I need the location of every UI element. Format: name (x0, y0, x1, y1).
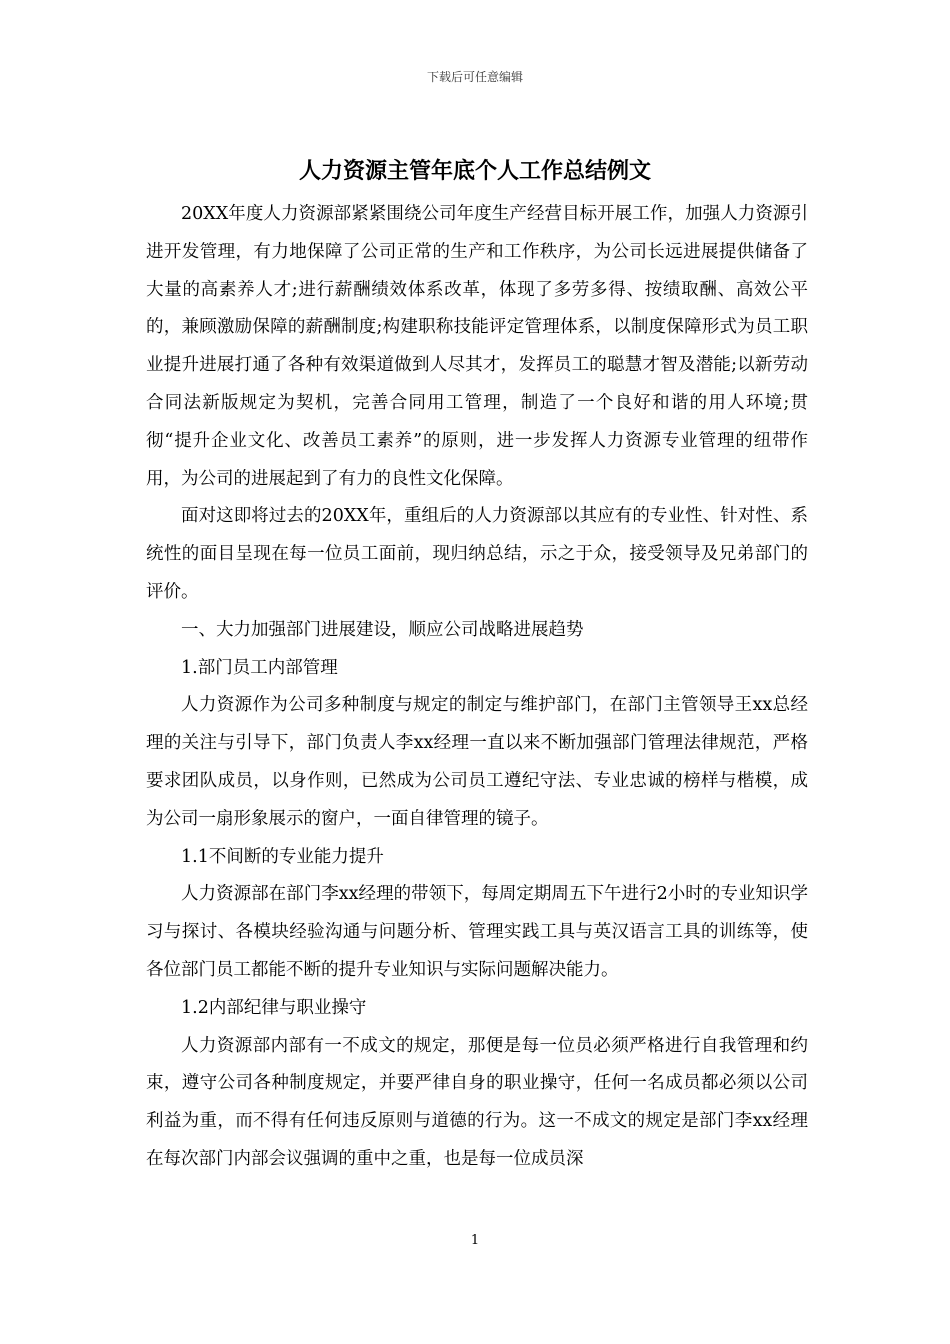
section-heading-1: 一、大力加强部门进展建设，顺应公司战略进展趋势 (181, 619, 584, 640)
header-note: 下载后可任意编辑 (426, 70, 523, 84)
subsection-heading-1-1-2: 1.2内部纪律与职业操守 (181, 997, 367, 1018)
subsection-heading-1-1: 1.部门员工内部管理 (181, 657, 338, 678)
page-number: 1 (470, 1233, 480, 1248)
paragraph-capability: 人力资源部在部门李xx经理的带领下，每周定期周五下午进行2小时的专业知识学习与探讨、各模块经验沟通与问题分析、管理实践工具与英汉语言工具的训练等，使各位部门员工都能不断的提升专业知识与实际问题解决能力。 (146, 884, 808, 980)
subsection-heading-1-1-1: 1.1不间断的专业能力提升 (181, 846, 384, 867)
paragraph-discipline: 人力资源部内部有一不成文的规定，那便是每一位员必须严格进行自我管理和约束，遵守公司各种制度规定，并要严律自身的职业操守，任何一名成员都必须以公司利益为重，而不得有任何违反原则与道德的行为。这一不成文的规定是部门李xx经理在每次部门内部会议强调的重中之重，也是每一位成员深 (146, 1035, 808, 1169)
paragraph-review: 面对这即将过去的20XX年，重组后的人力资源部以其应有的专业性、针对性、系统性的面目呈现在每一位员工面前，现归纳总结，示之于众，接受领导及兄弟部门的评价。 (146, 506, 808, 602)
paragraph-intro: 20XX年度人力资源部紧紧围绕公司年度生产经营目标开展工作，加强人力资源引进开发管理，有力地保障了公司正常的生产和工作秩序，为公司长远进展提供储备了大量的高素养人才;进行薪酬绩效体系改革，体现了多劳多得、按绩取酬、高效公平的，兼顾激励保障的薪酬制度;构建职称技能评定管理体系，以制度保障形式为员工职业提升进展打通了各种有效渠道做到人尽其才，发挥员工的聪慧才智及潜能;以新劳动合同法新版规定为契机，完善合同用工管理，制造了一个良好和谐的用人环境;贯彻“提升企业文化、改善员工素养”的原则，进一步发挥人力资源专业管理的纽带作用，为公司的进展起到了有力的良性文化保障。 (146, 204, 808, 489)
document-body (146, 196, 808, 1179)
paragraph-internal-management: 人力资源作为公司多种制度与规定的制定与维护部门，在部门主管领导王xx总经理的关注与引导下，部门负责人李xx经理一直以来不断加强部门管理法律规范，严格要求团队成员，以身作则，已然成为公司员工遵纪守法、专业忠诚的榜样与楷模，成为公司一扇形象展示的窗户，一面自律管理的镜子。 (146, 695, 808, 829)
document-title: 人力资源主管年底个人工作总结例文 (298, 158, 651, 184)
